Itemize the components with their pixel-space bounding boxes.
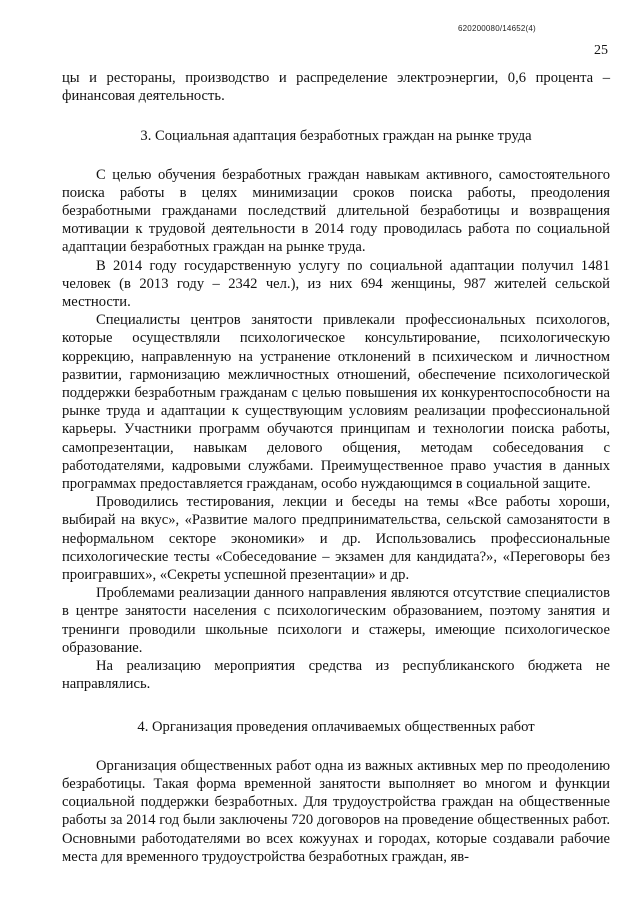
section-3-paragraph-5: Проблемами реализации данного направления являются отсутствие специалистов в центре занятости населения с психологическим образованием, поэтому занятия и тренинги проводили школьные психологи и стажеры, имеющие психологическое образование. <box>62 585 610 656</box>
intro-paragraph: цы и рестораны, производство и распределение электроэнергии, 0,6 процента – финансовая деятельность. <box>62 70 610 105</box>
section-3-title: 3. Социальная адаптация безработных граждан на рынке труда <box>140 128 532 145</box>
section-4-title: 4. Организация проведения оплачиваемых общественных работ <box>137 718 535 735</box>
section-3-paragraph-4: Проводились тестирования, лекции и беседы на темы «Все работы хороши, выбирай на вкус», «Развитие малого предпринимательства, сельской самозанятости в неформальном секторе экономики» и др. Использовались профессиональные психологические тесты «Собеседование – экзамен для кандидата?», «Переговоры без проигравших», «Секреты успешной презентации» и др. <box>62 494 610 584</box>
section-4-paragraph-1: Организация общественных работ одна из важных активных мер по преодолению безработицы. Такая форма временной занятости выполняет во многом и функции социальной поддержки безработных. Для трудоустройства граждан на общественные работы за 2014 год были заключены 720 договоров на проведение общественных работ. Основными работодателями во всех кожуунах и городах, которые создавали рабочие места для временного трудоустройства безработных граждан, яв- <box>62 757 610 865</box>
document-id: 620200080/14652(4) <box>458 24 536 33</box>
section-3-paragraph-6: На реализацию мероприятия средства из республиканского бюджета не направлялись. <box>62 658 610 693</box>
page-content <box>62 69 610 866</box>
section-3-paragraph-1: С целью обучения безработных граждан навыкам активного, самостоятельного поиска работы в целях минимизации сроков поиска работы, преодоления безработными гражданами последствий длительной безработицы и возвращения мотивации к трудовой деятельности в 2014 году проводилась работа по социальной адаптации безработных граждан на рынке труда. <box>62 166 610 256</box>
page-number: 25 <box>594 43 608 58</box>
section-3-paragraph-2: В 2014 году государственную услугу по социальной адаптации получил 1481 человек (в 2013 году – 2342 чел.), из них 694 женщины, 987 жителей сельской местности. <box>62 257 610 311</box>
section-3-paragraph-3: Специалисты центров занятости привлекали профессиональных психологов, которые осуществляли психологическое консультирование, психологическую коррекцию, направленную на устранение отклонений в психическом и личностном развитии, гармонизацию межличностных отношений, обеспечение психологической поддержки безработным гражданам с целью повышения их конкурентоспособности на рынке труда и адаптации к существующим условиям реализации профессиональной карьеры. Участники программ обучаются принципам и технологии поиска работы, самопрезентации, навыкам делового общения, методам собеседования с работодателями, кадровыми службами. Преимущественное право участия в данных программах предоставляется гражданам, особо нуждающимся в социальной защите. <box>62 312 610 493</box>
